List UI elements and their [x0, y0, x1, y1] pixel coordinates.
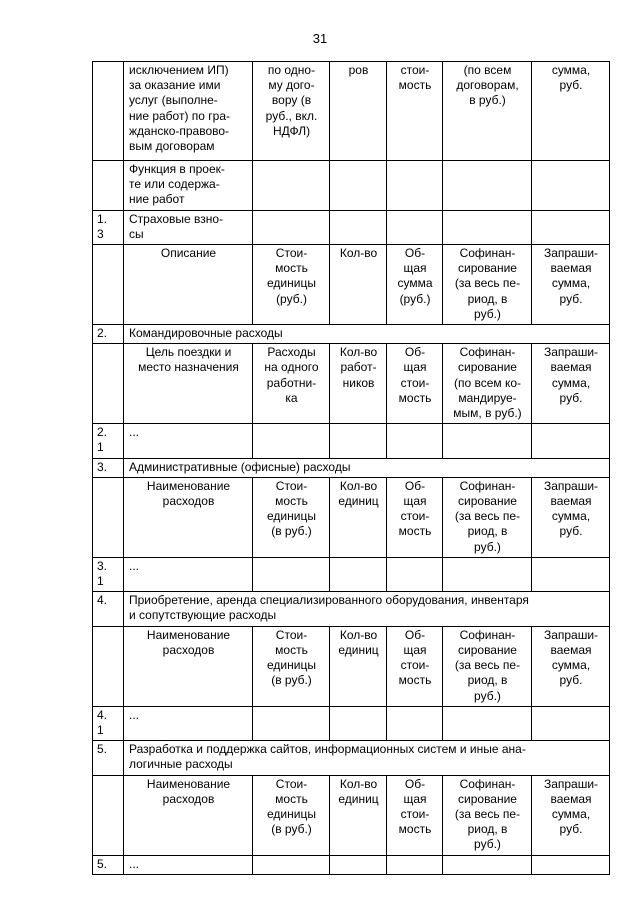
section-number: 3. [93, 458, 124, 477]
empty-cell [443, 161, 532, 211]
empty-cell [330, 210, 387, 244]
requested-header: Запраши- ваемая сумма, руб. [532, 344, 610, 424]
empty-cell [532, 706, 610, 740]
cofinancing-cell: (по всем договорам, в руб.) [443, 62, 532, 161]
total-header: Об- щая стои- мость [387, 344, 443, 424]
section-title: Приобретение, аренда специализированного оборудования, инвентаря и сопутствующие расходы [124, 592, 610, 626]
section-title-row [93, 325, 610, 344]
row-number-cell [93, 62, 124, 161]
budget-table [92, 61, 610, 875]
empty-cell [330, 161, 387, 211]
sub-item-description: ... [124, 557, 253, 591]
row-number-cell [93, 626, 124, 706]
section-title-row [93, 458, 610, 477]
section-title-row [93, 741, 610, 775]
section-header-row [93, 775, 610, 855]
sub-item-number: 3. 1 [93, 557, 124, 591]
empty-cell [253, 161, 330, 211]
section-number: 1. 3 [93, 210, 124, 244]
empty-cell [387, 424, 443, 458]
requested-header: Запраши- ваемая сумма, руб. [532, 775, 610, 855]
empty-cell [443, 557, 532, 591]
section-header-row [93, 344, 610, 424]
section-title-row [93, 210, 610, 244]
continuation-row [93, 62, 610, 161]
empty-cell [532, 161, 610, 211]
total-header: Об- щая стои- мость [387, 626, 443, 706]
sub-item-description: ... [124, 424, 253, 458]
empty-cell [532, 557, 610, 591]
empty-cell [253, 210, 330, 244]
unit-cost-header: Расходы на одного работни- ка [253, 344, 330, 424]
requested-header: Запраши- ваемая сумма, руб. [532, 626, 610, 706]
empty-cell [330, 855, 387, 874]
section-title: Разработка и поддержка сайтов, информационных систем и иные ана- логичные расходы [124, 741, 610, 775]
unit-cost-header: Стои- мость единицы (руб.) [253, 245, 330, 325]
sub-item-row [93, 855, 610, 874]
empty-cell [387, 161, 443, 211]
quantity-header: Кол-во [330, 245, 387, 325]
sub-item-number: 2. 1 [93, 424, 124, 458]
empty-cell [443, 855, 532, 874]
sub-item-row [93, 706, 610, 740]
empty-cell [532, 210, 610, 244]
empty-cell [330, 557, 387, 591]
quantity-header: Кол-во единиц [330, 775, 387, 855]
empty-cell [253, 424, 330, 458]
total-header: Об- щая сумма (руб.) [387, 245, 443, 325]
empty-cell [387, 210, 443, 244]
section-title: Командировочные расходы [124, 325, 610, 344]
quantity-header: Кол-во единиц [330, 626, 387, 706]
unit-cost-header: Стои- мость единицы (в руб.) [253, 775, 330, 855]
total-header: Об- щая стои- мость [387, 477, 443, 557]
cofinancing-header: Софинан- сирование (за весь пе- риод, в руб.) [443, 775, 532, 855]
function-row [93, 161, 610, 211]
function-cell: Функция в проек- те или содержа- ние работ [124, 161, 253, 211]
section-header-row [93, 245, 610, 325]
empty-cell [443, 210, 532, 244]
sub-item-row [93, 424, 610, 458]
section-number: 4. [93, 592, 124, 626]
row-number-cell [93, 477, 124, 557]
cofinancing-header: Софинан- сирование (за весь пе- риод, в руб.) [443, 245, 532, 325]
empty-cell [330, 424, 387, 458]
empty-cell [532, 855, 610, 874]
description-cell: исключением ИП) за оказание ими услуг (выполне- ние работ) по гра- жданско-правово- вым договорам [124, 62, 253, 161]
empty-cell [443, 706, 532, 740]
quantity-header: Кол-во единиц [330, 477, 387, 557]
cofinancing-header: Софинан- сирование (по всем ко- мандируе- мым, в руб.) [443, 344, 532, 424]
section-title-row [93, 592, 610, 626]
requested-header: Запраши- ваемая сумма, руб. [532, 477, 610, 557]
cofinancing-header: Софинан- сирование (за весь пе- риод, в руб.) [443, 626, 532, 706]
section-title: Административные (офисные) расходы [124, 458, 610, 477]
quantity-cell: ров [330, 62, 387, 161]
row-number-cell [93, 161, 124, 211]
requested-cell: сумма, руб. [532, 62, 610, 161]
description-header: Наименование расходов [124, 626, 253, 706]
quantity-header: Кол-во работ- ников [330, 344, 387, 424]
description-header: Цель поездки и место назначения [124, 344, 253, 424]
total-cell: стои- мость [387, 62, 443, 161]
unit-cost-header: Стои- мость единицы (в руб.) [253, 477, 330, 557]
page-number: 31 [312, 31, 328, 46]
row-number-cell [93, 775, 124, 855]
row-number-cell [93, 344, 124, 424]
section-number: 2. [93, 325, 124, 344]
empty-cell [532, 424, 610, 458]
row-number-cell [93, 245, 124, 325]
description-header: Наименование расходов [124, 477, 253, 557]
total-header: Об- щая стои- мость [387, 775, 443, 855]
description-header: Наименование расходов [124, 775, 253, 855]
empty-cell [387, 557, 443, 591]
empty-cell [443, 424, 532, 458]
cofinancing-header: Софинан- сирование (за весь пе- риод, в руб.) [443, 477, 532, 557]
section-title: Страховые взно- сы [124, 210, 253, 244]
section-header-row [93, 626, 610, 706]
sub-item-row [93, 557, 610, 591]
sub-item-number: 5. [93, 855, 124, 874]
empty-cell [330, 706, 387, 740]
sub-item-description: ... [124, 706, 253, 740]
empty-cell [253, 706, 330, 740]
sub-item-description: ... [124, 855, 253, 874]
empty-cell [253, 557, 330, 591]
sections-body [93, 210, 610, 874]
section-number: 5. [93, 741, 124, 775]
sub-item-number: 4. 1 [93, 706, 124, 740]
unit-cost-cell: по одно- му дого- вору (в руб., вкл. НДФЛ) [253, 62, 330, 161]
empty-cell [387, 855, 443, 874]
description-header: Описание [124, 245, 253, 325]
requested-header: Запраши- ваемая сумма, руб. [532, 245, 610, 325]
empty-cell [387, 706, 443, 740]
empty-cell [253, 855, 330, 874]
section-header-row [93, 477, 610, 557]
unit-cost-header: Стои- мость единицы (в руб.) [253, 626, 330, 706]
